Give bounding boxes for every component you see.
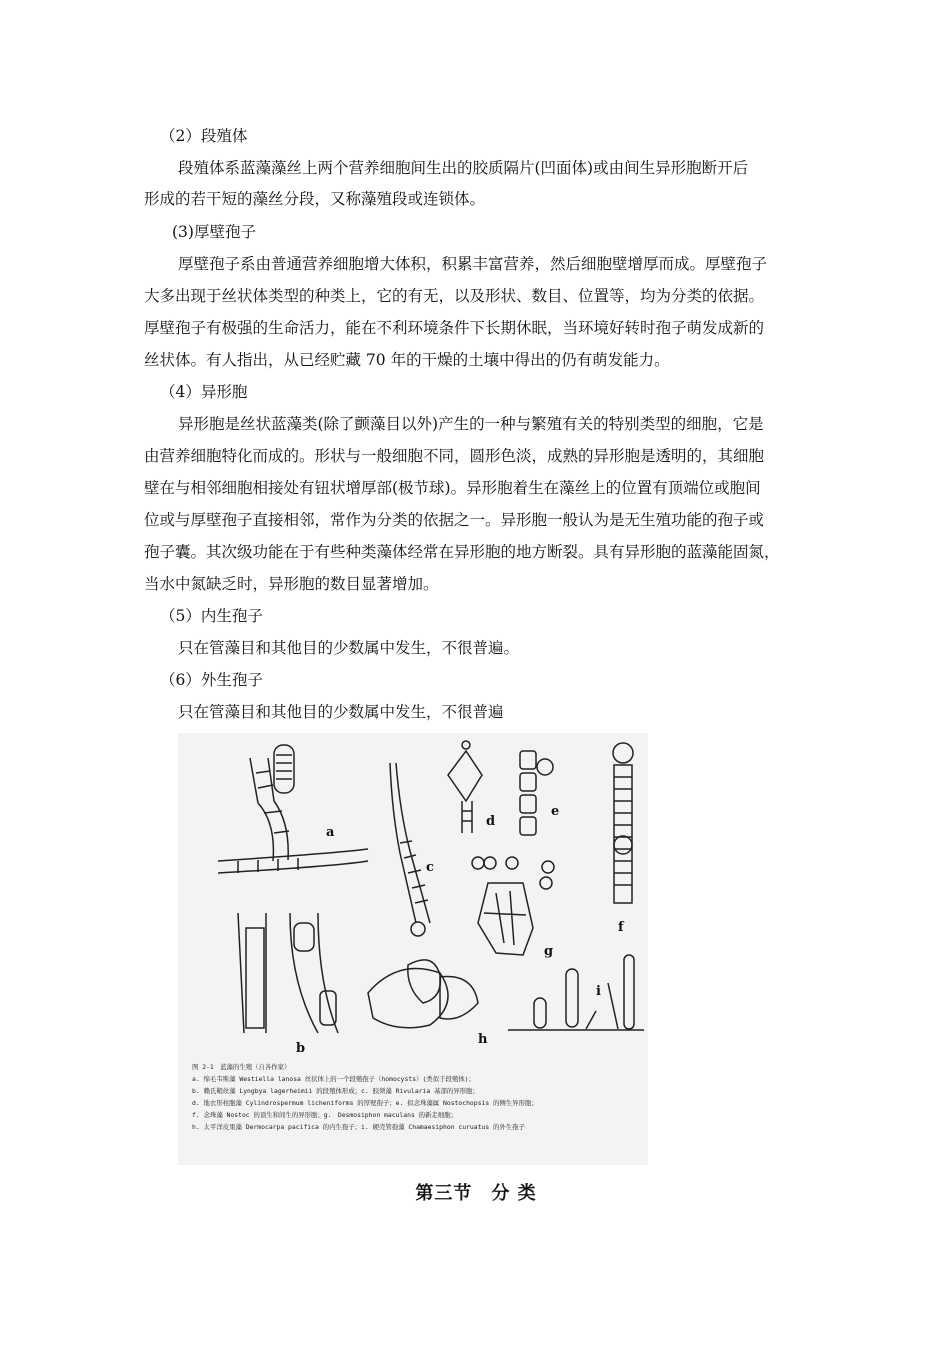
paragraph-line: 由营养细胞特化而成的。形状与一般细胞不同，圆形色淡，成熟的异形胞是透明的，其细胞 bbox=[144, 447, 765, 465]
paragraph-line: 厚壁孢子系由普通营养细胞增大体积，积累丰富营养，然后细胞壁增厚而成。厚壁孢子 bbox=[178, 255, 768, 273]
paragraph-line: 位或与厚壁孢子直接相邻，常作为分类的依据之一。异形胞一般认为是无生殖功能的孢子或 bbox=[144, 511, 765, 529]
paragraph-line: 厚壁孢子有极强的生命活力，能在不利环境条件下长期休眠，当环境好转时孢子萌发成新的 bbox=[144, 319, 765, 337]
paragraph-line: 只在管藻目和其他目的少数属中发生，不很普遍 bbox=[178, 703, 504, 721]
heading-exospore: （6）外生孢子 bbox=[160, 671, 263, 689]
cyanobacteria-reproduction-illustration bbox=[178, 733, 648, 1063]
panel-c-drawing bbox=[390, 763, 430, 936]
heading-heterocyst: （4）异形胞 bbox=[160, 383, 248, 401]
panel-label-f: f bbox=[618, 920, 624, 935]
panel-h-drawing bbox=[368, 960, 478, 1028]
panel-label-c: c bbox=[426, 860, 434, 875]
paragraph-line: 异形胞是丝状蓝藻类(除了颤藻目以外)产生的一种与繁殖有关的特别类型的细胞，它是 bbox=[178, 415, 764, 433]
panel-label-a: a bbox=[326, 825, 335, 840]
heading-endospore: （5）内生孢子 bbox=[160, 607, 263, 625]
panel-label-i: i bbox=[596, 984, 601, 999]
paragraph-line: 大多出现于丝状体类型的种类上，它的有无，以及形状、数目、位置等，均为分类的依据。 bbox=[144, 287, 765, 305]
heading-segment-body: （2）段殖体 bbox=[160, 127, 248, 145]
panel-g-drawing bbox=[472, 857, 554, 955]
panel-label-h: h bbox=[478, 1032, 488, 1047]
figure-caption-line: b. 赖氏鞘丝藻 Lyngbya lagerheimii 的段殖体形成；c. 胶须藻 Rivularia 基部的异形胞； bbox=[192, 1087, 479, 1095]
paragraph-line: 当水中氮缺乏时，异形胞的数目显著增加。 bbox=[144, 575, 439, 593]
panel-i-drawing bbox=[508, 955, 644, 1030]
section-title: 第三节 分 类 bbox=[415, 1183, 537, 1204]
paragraph-line: 形成的若干短的藻丝分段，又称藻殖段或连锁体。 bbox=[144, 190, 486, 208]
paragraph-line: 孢子囊。其次级功能在于有些种类藻体经常在异形胞的地方断裂。具有异形胞的蓝藻能固氮， bbox=[144, 543, 780, 561]
panel-label-g: g bbox=[544, 944, 554, 959]
panel-b-drawing bbox=[238, 913, 338, 1033]
paragraph-line: 壁在与相邻细胞相接处有钮状增厚部(极节球)。异形胞着生在藻丝上的位置有顶端位或胞间 bbox=[144, 479, 761, 497]
figure-caption-line: d. 地衣形柱胞藻 Cylindrospermum licheniforms 的厚壁孢子；e. 拟念珠藻属 Nostochopsis 的侧生异形胞； bbox=[192, 1099, 538, 1107]
paragraph-line: 段殖体系蓝藻藻丝上两个营养细胞间生出的胶质隔片(凹面体)或由间生异形胞断开后 bbox=[178, 159, 749, 177]
heading-thick-walled-spore: (3)厚壁孢子 bbox=[172, 223, 256, 241]
figure-caption-line: a. 绵毛韦斯藻 Westiella lanosa 丝状体上的一个段殖孢子（homocysts）(类似于段殖体)； bbox=[192, 1075, 475, 1083]
panel-d-drawing bbox=[448, 741, 482, 833]
figure-caption-line: h. 太平洋皮果藻 Dermocarpa pacifica 的内生孢子；i. 硬壳管孢藻 Chamaesiphon curuatus 的外生孢子 bbox=[192, 1123, 525, 1131]
panel-label-b: b bbox=[296, 1041, 306, 1056]
panel-f-drawing bbox=[613, 743, 633, 903]
figure-caption-title: 图 2-1 蓝藻的生殖（自各作家） bbox=[192, 1063, 291, 1071]
paragraph-line: 只在管藻目和其他目的少数属中发生，不很普遍。 bbox=[178, 639, 520, 657]
panel-e-drawing bbox=[520, 751, 553, 835]
panel-a-drawing bbox=[218, 745, 368, 873]
figure-2-1 bbox=[178, 733, 648, 1165]
paragraph-line: 丝状体。有人指出，从已经贮藏 70 年的干燥的土壤中得出的仍有萌发能力。 bbox=[144, 351, 670, 369]
figure-caption-line: f. 念珠藻 Nostoc 的顶生和间生的异形胞；g. Desmosiphon maculans 的新走细胞； bbox=[192, 1111, 458, 1119]
panel-label-e: e bbox=[551, 804, 560, 819]
panel-label-d: d bbox=[486, 814, 496, 829]
